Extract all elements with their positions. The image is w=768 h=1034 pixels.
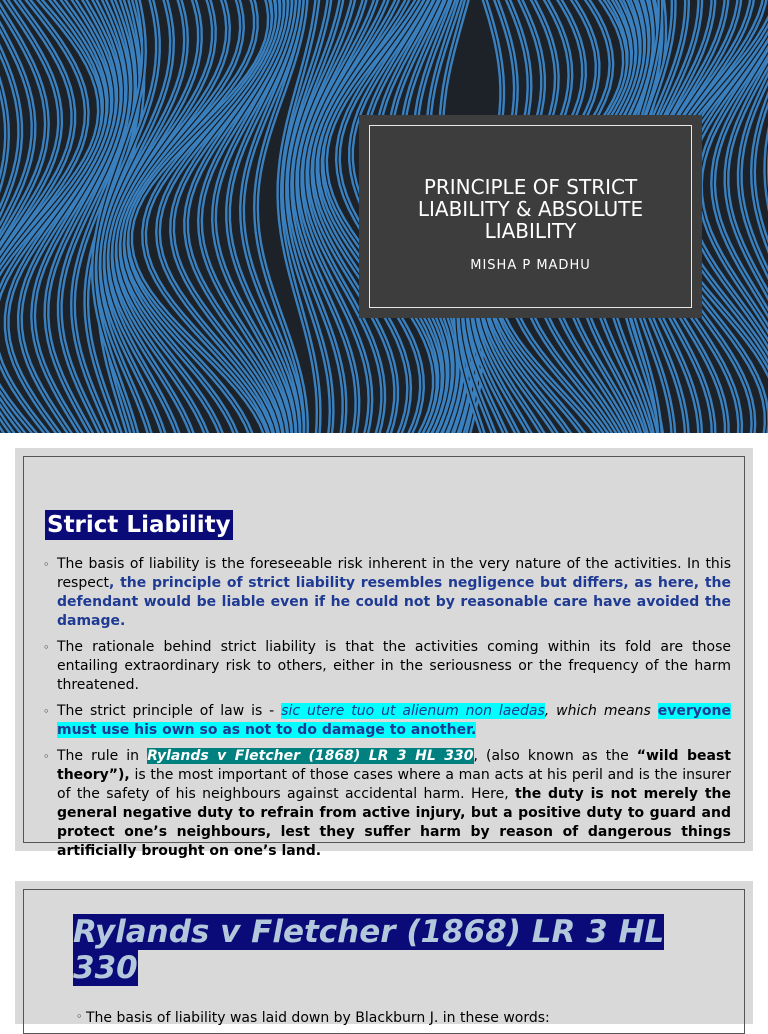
bullet-list bbox=[48, 555, 731, 868]
bullet-emphasis: the duty is not merely the general negative duty to refrain from active injury, but a positive duty to guard and protect one’s neighbours, lest they suffer harm by reason of dangerous things artificially brought on one’s land. bbox=[57, 786, 731, 859]
latin-maxim: sic utere tuo ut alienum non laedas bbox=[281, 703, 545, 719]
bullet-item: ◦ The rationale behind strict liability is that the activities coming within its fold are those entailing extraordinary risk to others, either in the seriousness or the frequency of the harm threatened. bbox=[48, 638, 731, 695]
theory-name: “wild beast theory”), bbox=[57, 748, 731, 783]
title-frame bbox=[369, 125, 692, 308]
maxim-meaning: everyone must use his own so as not to do damage to another. bbox=[57, 703, 731, 738]
bullet-text: , which means bbox=[544, 703, 658, 719]
case-citation: Rylands v Fletcher (1868) LR 3 HL 330 bbox=[147, 748, 474, 764]
slide-frame bbox=[23, 456, 745, 859]
bullet-emphasis: , the principle of strict liability resembles negligence but differs, as here, the defendant would be liable even if he could not by reasonable care have avoided the damage. bbox=[57, 575, 731, 629]
title-slide bbox=[0, 0, 768, 433]
slide-frame bbox=[23, 889, 745, 1034]
presentation-author: MISHA P MADHU bbox=[470, 258, 591, 273]
bullet-item bbox=[48, 747, 731, 861]
presentation-title: PRINCIPLE OF STRICT LIABILITY & ABSOLUTE LIABILITY bbox=[417, 175, 644, 243]
slide-heading: Strict Liability bbox=[47, 512, 231, 538]
bullet-text: , (also known as the bbox=[473, 748, 637, 764]
slide-heading bbox=[73, 914, 693, 986]
bullet-item bbox=[48, 702, 731, 740]
bullet-item bbox=[48, 555, 731, 631]
slide-heading-text: Rylands v Fletcher (1868) LR 3 HL 330 bbox=[73, 914, 665, 986]
bullet-text: The rule in bbox=[57, 748, 148, 764]
bullet-text: The strict principle of law is - bbox=[57, 703, 282, 719]
title-box bbox=[359, 115, 702, 318]
bullet-item: ◦ The basis of liability was laid down by Blackburn J. in these words: bbox=[86, 1010, 550, 1026]
strict-liability-slide bbox=[15, 448, 753, 859]
bullet-text: The basis of liability is the foreseeable risk inherent in the very nature of the activities. In this respect bbox=[57, 556, 731, 591]
rylands-slide bbox=[15, 881, 753, 1024]
bullet-text: is the most important of those cases where a man acts at his peril and is the insurer of the safety of his neighbours against accidental harm. Here, bbox=[57, 767, 731, 802]
